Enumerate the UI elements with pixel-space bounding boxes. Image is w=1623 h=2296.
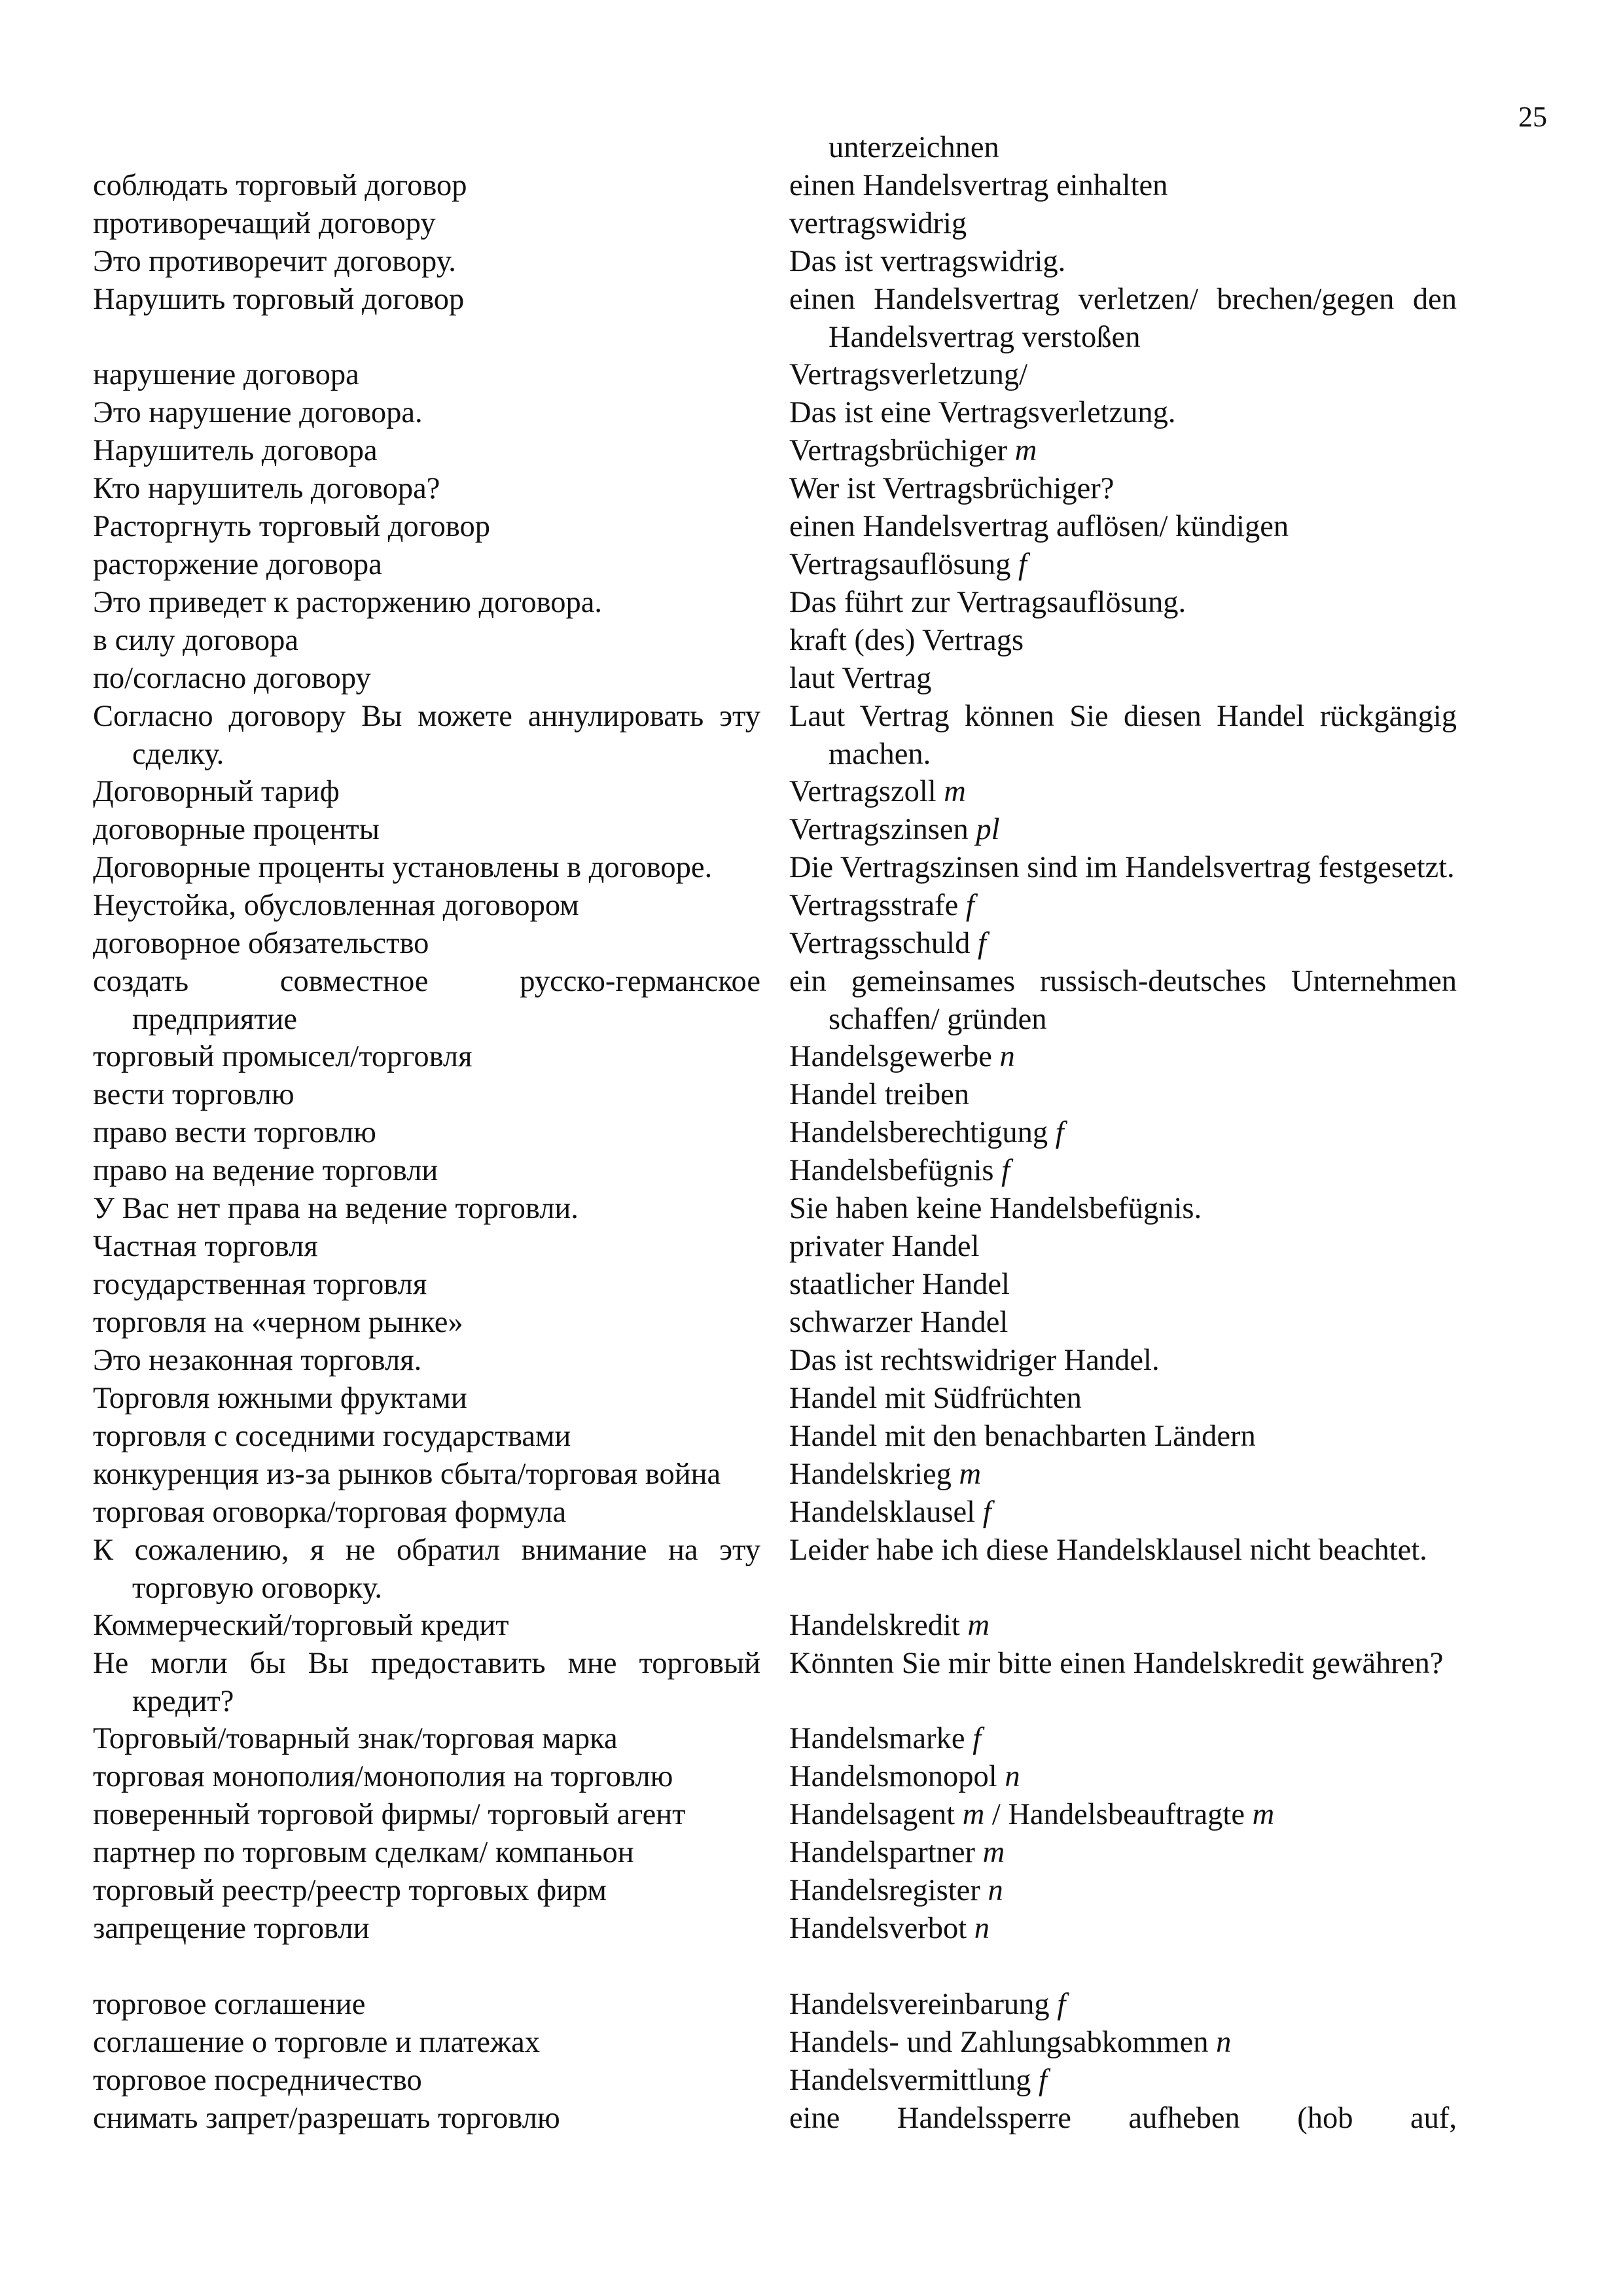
gender-marker: f	[965, 889, 974, 922]
glossary-entry	[0, 281, 1623, 356]
glossary-entry	[0, 1720, 1623, 1758]
german-term	[789, 1266, 1457, 1304]
gender-marker: n	[974, 1912, 990, 1945]
russian-term: создать совместное русско-германское предприятие	[93, 965, 760, 1036]
gender-marker: m	[982, 1836, 1005, 1869]
german-term-text: Handels- und Zahlungsabkommen	[789, 2025, 1209, 2059]
glossary-entry	[0, 1532, 1623, 1607]
glossary-entry	[0, 394, 1623, 432]
russian-term: конкуренция из-за рынков сбыта/торговая война	[93, 1458, 721, 1491]
glossary-entry	[0, 243, 1623, 281]
german-term-text: Vertragszoll	[789, 775, 936, 808]
glossary-entry	[0, 1910, 1623, 1948]
gender-marker: m	[962, 1798, 985, 1831]
german-term	[789, 811, 1457, 849]
german-term-text: Handelsberechtigung	[789, 1116, 1048, 1149]
german-term-text: Könnten Sie mir bitte einen Handelskredit gewähren?	[789, 1647, 1444, 1680]
glossary-entry	[0, 2100, 1623, 2138]
german-term-text: einen Handelsvertrag verletzen/ brechen/gegen den Handelsvertrag verstoßen	[789, 283, 1457, 354]
gender-marker: f	[1055, 1116, 1064, 1149]
german-term-text: einen Handelsvertrag auflösen/ kündigen	[789, 510, 1289, 543]
german-term	[789, 1456, 1457, 1494]
german-term	[789, 1720, 1457, 1758]
gender-marker: f	[977, 927, 986, 960]
german-term	[789, 925, 1457, 963]
german-term-text: Handelsbefügnis	[789, 1154, 994, 1187]
german-term-text: unterzeichnen	[829, 131, 999, 164]
russian-term: партнер по торговым сделкам/ компаньон	[93, 1836, 634, 1869]
german-term-text: Handelsverbot	[789, 1912, 967, 1945]
gender-marker: f	[982, 1496, 991, 1529]
german-term-text: staatlicher Handel	[789, 1268, 1010, 1301]
german-term	[789, 394, 1457, 432]
gender-marker: m	[967, 1609, 990, 1642]
german-term-text: Die Vertragszinsen sind im Handelsvertrag festgesetzt.	[789, 851, 1455, 884]
glossary-entry	[0, 1380, 1623, 1418]
german-term-text: Vertragsschuld	[789, 927, 971, 960]
glossary-entry	[0, 963, 1623, 1038]
german-term	[789, 1532, 1457, 1570]
german-term-text: Vertragsauflösung	[789, 548, 1011, 581]
german-term-text: eine Handelssperre aufheben (hob auf,	[789, 2101, 1457, 2135]
german-term	[789, 660, 1457, 698]
russian-term: У Вас нет права на ведение торговли.	[93, 1192, 579, 1225]
glossary-entry	[0, 1114, 1623, 1152]
russian-term: договорное обязательство	[93, 927, 429, 960]
german-term	[789, 1038, 1457, 1076]
german-term	[789, 698, 1457, 773]
german-term	[789, 887, 1457, 925]
german-term	[789, 281, 1457, 356]
glossary-entry	[0, 811, 1623, 849]
german-term-text: Handelsagent	[789, 1798, 955, 1831]
german-term	[789, 1114, 1457, 1152]
german-term-text: Sie haben keine Handelsbefügnis.	[789, 1192, 1202, 1225]
russian-term: Это приведет к расторжению договора.	[93, 586, 602, 619]
glossary-entry	[0, 1796, 1623, 1834]
russian-term: соглашение о торговле и платежах	[93, 2025, 540, 2059]
german-term	[789, 546, 1457, 584]
glossary-entry	[0, 356, 1623, 394]
glossary-entry	[0, 129, 1623, 167]
russian-term: торговая оговорка/торговая формула	[93, 1496, 567, 1529]
german-term	[789, 1380, 1457, 1418]
german-term	[789, 167, 1457, 205]
german-term	[789, 773, 1457, 811]
german-term-text: kraft (des) Vertrags	[789, 624, 1024, 657]
german-term-text: Handelsvereinbarung	[789, 1987, 1050, 2021]
glossary-entry	[0, 1038, 1623, 1076]
german-term-text: Laut Vertrag können Sie diesen Handel rückgängig machen.	[789, 700, 1457, 771]
glossary-entry	[0, 432, 1623, 470]
german-term-text: laut Vertrag	[789, 662, 932, 695]
glossary-entry	[0, 546, 1623, 584]
german-term-text: Das führt zur Vertragsauflösung.	[789, 586, 1186, 619]
german-term-text: Handelskrieg	[789, 1458, 952, 1491]
glossary-entry	[0, 1456, 1623, 1494]
gender-marker: n	[999, 1040, 1015, 1073]
german-term	[789, 1304, 1457, 1342]
glossary-entry	[0, 1418, 1623, 1456]
russian-term: Расторгнуть торговый договор	[93, 510, 490, 543]
glossary-entry	[0, 698, 1623, 773]
gender-marker: f	[972, 1722, 982, 1755]
glossary-table	[0, 129, 1623, 2138]
glossary-entry	[0, 1228, 1623, 1266]
german-term	[789, 2100, 1457, 2138]
german-term-text: Das ist vertragswidrig.	[789, 245, 1066, 278]
german-term	[789, 1342, 1457, 1380]
german-term	[789, 205, 1457, 243]
glossary-entry	[0, 1076, 1623, 1114]
russian-term: К сожалению, я не обратил внимание на эту торговую оговорку.	[93, 1534, 760, 1605]
glossary-entry	[0, 205, 1623, 243]
russian-term: снимать запрет/разрешать торговлю	[93, 2101, 560, 2135]
glossary-entry	[0, 1266, 1623, 1304]
glossary-entry	[0, 1607, 1623, 1645]
german-term	[789, 1228, 1457, 1266]
russian-term: Не могли бы Вы предоставить мне торговый кредит?	[93, 1647, 760, 1718]
german-term-text: vertragswidrig	[789, 207, 967, 240]
gender-marker: n	[1005, 1760, 1020, 1793]
russian-term: Неустойка, обусловленная договором	[93, 889, 579, 922]
glossary-entry	[0, 1758, 1623, 1796]
glossary-entry	[0, 1342, 1623, 1380]
russian-term: Торговля южными фруктами	[93, 1382, 467, 1415]
glossary-entry	[0, 1645, 1623, 1720]
glossary-entry	[0, 622, 1623, 660]
gender-marker: n	[988, 1874, 1003, 1907]
german-term	[789, 1986, 1457, 2024]
german-term-text: Handelsvermittlung	[789, 2063, 1031, 2097]
gender-marker: pl	[976, 813, 1000, 846]
glossary-entry	[0, 849, 1623, 887]
german-term	[789, 1645, 1457, 1683]
glossary-entry	[0, 508, 1623, 546]
german-term	[789, 1758, 1457, 1796]
gender-marker: m	[944, 775, 966, 808]
german-term-text: Handelskredit	[789, 1609, 960, 1642]
german-term-text: Vertragsstrafe	[789, 889, 959, 922]
german-term	[789, 1872, 1457, 1910]
german-term-text-alt: / Handelsbeauftragte	[991, 1798, 1245, 1831]
russian-term: торговый реестр/реестр торговых фирм	[93, 1874, 607, 1907]
glossary-entry	[0, 1190, 1623, 1228]
german-term-text: Handel mit den benachbarten Ländern	[789, 1420, 1256, 1453]
russian-term: Это противоречит договору.	[93, 245, 456, 278]
russian-term: Торговый/товарный знак/торговая марка	[93, 1722, 618, 1755]
russian-term: Кто нарушитель договора?	[93, 472, 440, 505]
russian-term: Это нарушение договора.	[93, 396, 423, 429]
glossary-entry	[0, 1986, 1623, 2024]
german-term	[789, 1190, 1457, 1228]
russian-term: в силу договора	[93, 624, 299, 657]
russian-term: торговое соглашение	[93, 1987, 366, 2021]
russian-term: государственная торговля	[93, 1268, 427, 1301]
german-term	[789, 849, 1457, 887]
german-term	[789, 243, 1457, 281]
russian-term: Это незаконная торговля.	[93, 1344, 422, 1377]
german-term	[789, 1796, 1457, 1834]
gender-marker-alt: m	[1252, 1798, 1275, 1831]
russian-term: торговля с соседними государствами	[93, 1420, 571, 1453]
german-term-text: schwarzer Handel	[789, 1306, 1008, 1339]
russian-term: Согласно договору Вы можете аннулировать эту сделку.	[93, 700, 760, 771]
russian-term: Договорный тариф	[93, 775, 340, 808]
gender-marker: m	[1014, 434, 1037, 467]
german-term-text: Handel treiben	[789, 1078, 970, 1111]
glossary-entry	[0, 584, 1623, 622]
german-term	[789, 963, 1457, 1038]
russian-term: нарушение договора	[93, 358, 359, 391]
russian-term: расторжение договора	[93, 548, 382, 581]
german-term	[789, 356, 1457, 394]
glossary-entry	[0, 2062, 1623, 2100]
german-term-text: privater Handel	[789, 1230, 980, 1263]
german-term	[789, 470, 1457, 508]
glossary-entry	[0, 1304, 1623, 1342]
german-term-text: Vertragsbrüchiger	[789, 434, 1008, 467]
german-term-text: Handel mit Südfrüchten	[789, 1382, 1082, 1415]
german-term	[789, 1152, 1457, 1190]
glossary-entry	[0, 1152, 1623, 1190]
german-term	[789, 129, 1457, 167]
german-term-text: Leider habe ich diese Handelsklausel nicht beachtet.	[789, 1534, 1427, 1567]
german-term	[789, 1607, 1457, 1645]
page-number: 25	[1518, 101, 1547, 133]
german-term	[789, 2062, 1457, 2100]
glossary-entry	[0, 1872, 1623, 1910]
german-term-text: Handelsmarke	[789, 1722, 965, 1755]
german-term-text: Handelsgewerbe	[789, 1040, 992, 1073]
russian-term: торговая монополия/монополия на торговлю	[93, 1760, 673, 1793]
german-term-text: ein gemeinsames russisch-deutsches Unternehmen schaffen/ gründen	[789, 965, 1457, 1036]
german-term-text: Das ist eine Vertragsverletzung.	[789, 396, 1176, 429]
german-term	[789, 1910, 1457, 1948]
german-term-text: Vertragszinsen	[789, 813, 969, 846]
russian-term: право на ведение торговли	[93, 1154, 438, 1187]
russian-term: договорные проценты	[93, 813, 380, 846]
russian-term: противоречащий договору	[93, 207, 436, 240]
glossary-entry	[0, 887, 1623, 925]
glossary-entry	[0, 773, 1623, 811]
german-term	[789, 1494, 1457, 1532]
gender-marker: n	[1216, 2025, 1232, 2059]
german-term	[789, 1076, 1457, 1114]
german-term	[789, 1834, 1457, 1872]
german-term	[789, 2024, 1457, 2062]
russian-term: Договорные проценты установлены в договоре.	[93, 851, 713, 884]
russian-term: право вести торговлю	[93, 1116, 376, 1149]
glossary-entry	[0, 167, 1623, 205]
glossary-entry	[0, 660, 1623, 698]
russian-term: поверенный торговой фирмы/ торговый агент	[93, 1798, 686, 1831]
german-term	[789, 622, 1457, 660]
gender-marker: m	[959, 1458, 982, 1491]
russian-term: Нарушить торговый договор	[93, 283, 465, 316]
russian-term: запрещение торговли	[93, 1912, 370, 1945]
german-term-text: einen Handelsvertrag einhalten	[789, 169, 1168, 202]
russian-term: по/согласно договору	[93, 662, 371, 695]
russian-term: торговый промысел/торговля	[93, 1040, 473, 1073]
russian-term: Частная торговля	[93, 1230, 318, 1263]
glossary-entry	[0, 1494, 1623, 1532]
german-term	[789, 1418, 1457, 1456]
german-term	[789, 432, 1457, 470]
german-term-text: Vertragsverletzung/	[789, 358, 1028, 391]
german-term-text: Handelsregister	[789, 1874, 980, 1907]
gender-marker: f	[1001, 1154, 1010, 1187]
german-term-text: Das ist rechtswidriger Handel.	[789, 1344, 1160, 1377]
german-term	[789, 508, 1457, 546]
glossary-entry	[0, 2024, 1623, 2062]
glossary-entry	[0, 470, 1623, 508]
russian-term: соблюдать торговый договор	[93, 169, 467, 202]
german-term-text: Handelsmonopol	[789, 1760, 997, 1793]
russian-term: Нарушитель договора	[93, 434, 378, 467]
german-term-text: Handelspartner	[789, 1836, 976, 1869]
russian-term: вести торговлю	[93, 1078, 294, 1111]
glossary-entry	[0, 925, 1623, 963]
russian-term: торговое посредничество	[93, 2063, 422, 2097]
german-term	[789, 584, 1457, 622]
russian-term: торговля на «черном рынке»	[93, 1306, 463, 1339]
glossary-entry	[0, 1834, 1623, 1872]
gender-marker: f	[1057, 1987, 1066, 2021]
russian-term: Коммерческий/торговый кредит	[93, 1609, 509, 1642]
german-term-text: Handelsklausel	[789, 1496, 976, 1529]
gender-marker: f	[1018, 548, 1027, 581]
german-term-text: Wer ist Vertragsbrüchiger?	[789, 472, 1115, 505]
gender-marker: f	[1038, 2063, 1047, 2097]
